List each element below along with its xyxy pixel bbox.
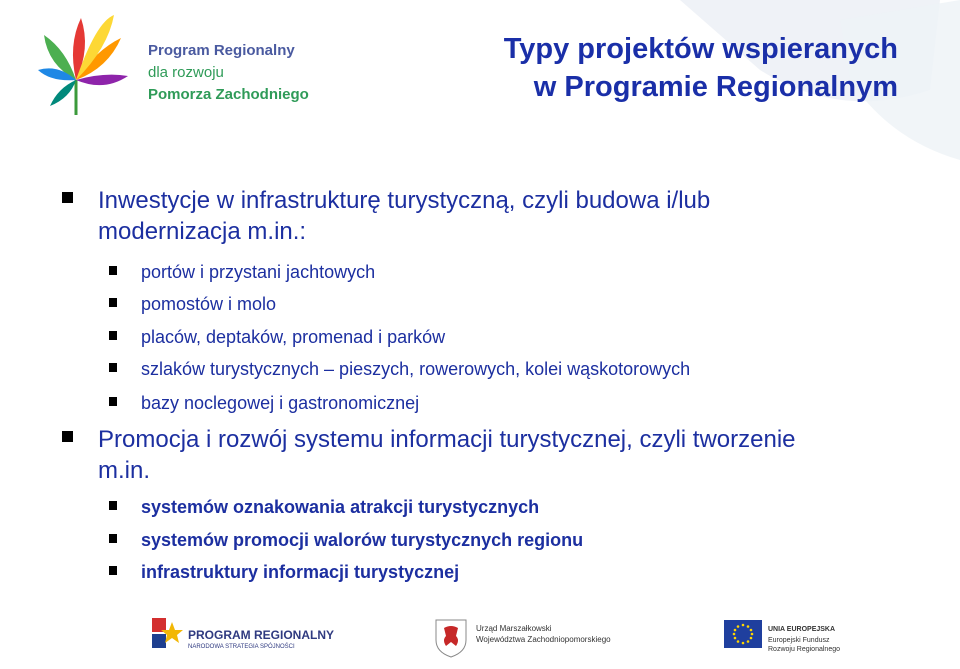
square-bullet-icon bbox=[109, 501, 117, 510]
square-bullet-icon bbox=[109, 566, 117, 575]
bullet-section-2 bbox=[98, 424, 818, 486]
list-item-text: bazy noclegowej i gastronomicznej bbox=[141, 393, 420, 413]
list-item-text: infrastruktury informacji turystycznej bbox=[141, 562, 460, 582]
square-bullet-icon bbox=[62, 192, 73, 203]
logo-line-dla-rozwoju: dla rozwoju bbox=[148, 64, 224, 81]
coat-of-arms-icon bbox=[434, 618, 468, 658]
slide-title bbox=[504, 30, 898, 106]
list-item bbox=[141, 293, 276, 315]
list-item bbox=[141, 261, 375, 283]
logo-line-pomorza: Pomorza Zachodniego bbox=[148, 86, 309, 103]
square-bullet-icon bbox=[109, 331, 117, 340]
footer-urzad-logo bbox=[434, 618, 624, 662]
footer-right-line-3: Rozwoju Regionalnego bbox=[768, 646, 840, 653]
list-item-text: systemów promocji walorów turystycznych regionu bbox=[141, 530, 584, 550]
list-item bbox=[141, 496, 539, 518]
square-bullet-icon bbox=[109, 363, 117, 372]
footer-eu-logo bbox=[724, 620, 924, 664]
eu-flag-icon bbox=[724, 620, 762, 648]
title-line-2: w Programie Regionalnym bbox=[533, 71, 898, 103]
program-logo bbox=[36, 10, 316, 120]
list-item-text: szlaków turystycznych – pieszych, rowerowych, kolei wąskotorowych bbox=[141, 359, 691, 379]
list-item bbox=[141, 326, 445, 348]
footer-right-line-2: Europejski Fundusz bbox=[768, 637, 830, 644]
square-bullet-icon bbox=[109, 397, 117, 406]
list-item-text: pomostów i molo bbox=[141, 294, 277, 314]
square-bullet-icon bbox=[109, 266, 117, 275]
list-item-text: portów i przystani jachtowych bbox=[141, 262, 376, 282]
footer-left-line-2: NARODOWA STRATEGIA SPÓJNOŚCI bbox=[188, 644, 295, 650]
list-item bbox=[141, 392, 419, 414]
title-line-1: Typy projektów wspieranych bbox=[503, 33, 898, 65]
list-item bbox=[141, 529, 583, 551]
list-item bbox=[141, 358, 690, 380]
square-bullet-icon bbox=[109, 298, 117, 307]
footer-program-regionalny-logo bbox=[150, 614, 335, 662]
footer-logos bbox=[0, 598, 960, 669]
section-2-heading: Promocja i rozwój systemu informacji turystycznej, czyli tworzenie m.in. bbox=[98, 426, 796, 484]
leaf-flower-icon bbox=[36, 10, 131, 120]
footer-center-line-2: Województwa Zachodniopomorskiego bbox=[476, 635, 611, 644]
nss-star-icon bbox=[150, 614, 184, 654]
square-bullet-icon bbox=[109, 534, 117, 543]
logo-line-program: Program Regionalny bbox=[148, 42, 295, 59]
square-bullet-icon bbox=[62, 431, 73, 442]
bullet-section-1 bbox=[98, 185, 818, 247]
list-item-text: placów, deptaków, promenad i parków bbox=[141, 327, 446, 347]
footer-left-line-1: PROGRAM REGIONALNY bbox=[188, 628, 335, 642]
list-item bbox=[141, 561, 459, 583]
list-item-text: systemów oznakowania atrakcji turystycznych bbox=[141, 497, 540, 517]
footer-right-line-1: UNIA EUROPEJSKA bbox=[768, 626, 836, 633]
section-1-heading: Inwestycje w infrastrukturę turystyczną, czyli budowa i/lub modernizacja m.in.: bbox=[98, 187, 711, 245]
footer-center-line-1: Urząd Marszałkowski bbox=[476, 624, 552, 633]
